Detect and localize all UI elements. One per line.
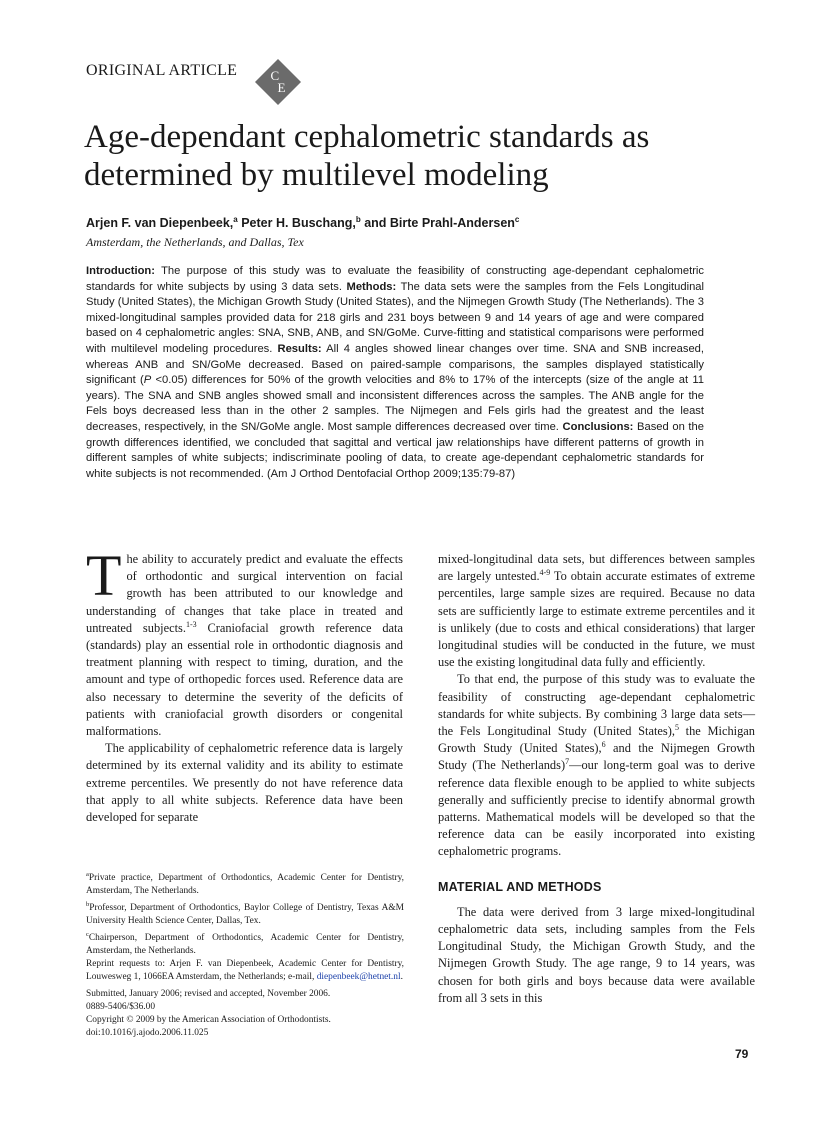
badge-letter-e: E xyxy=(277,80,286,95)
paragraph-text: To that end, the purpose of this study was to evaluate the feasibility of constructing age-dependant cephalometric standards for white subjects. By combining 3 large data sets—the Fels Longitudinal Study (United States), xyxy=(438,672,755,739)
p-value-symbol: P xyxy=(143,374,152,387)
footnote-text: Reprint requests to: Arjen F. van Diepenbeek, Academic Center for Dentistry, Louwesweg 1, 1066EA Amsterdam, the Netherlands; e-mail, xyxy=(86,959,404,983)
section-label: ORIGINAL ARTICLE xyxy=(86,62,238,79)
author-affiliation-marker: c xyxy=(514,215,520,224)
author-locations: Amsterdam, the Netherlands, and Dallas, Tex xyxy=(86,235,304,249)
abstract-methods-text: The data sets were the samples from the Fels Longitudinal Study (United States), the Michigan Growth Study (United States), and the Nijmegen Growth Study (The Netherlands). The 3 mixed-longitudinal samples provided data for 218 girls and 231 boys between 9 and 14 years of age and were compared based on 4 cephalometric angles: SNA, SNB, ANB, and SN/GoMe. Curve-fitting and statistical comparisons were performed with multilevel modeling procedures. xyxy=(86,280,704,355)
footnote-text: . xyxy=(400,972,403,983)
abstract-label-results: Results: xyxy=(277,342,322,355)
author-name: and Birte Prahl-Andersen xyxy=(360,216,515,231)
body-paragraph: The data were derived from 3 large mixed-longitudinal cephalometric data sets, including samples from the Fels Longitudinal Study, the Michigan Growth Study, and the Nijmegen Growth Study. The age range, 9 to 14 years, was chosen for both girls and boys because data were available from all 3 sets in this xyxy=(438,904,755,1005)
abstract-results-text: All 4 angles showed linear changes over time. SNA and SNB increased, whereas ANB and SN/GoMe decreased. Based on paired-sample comparisons, the samples displayed statistically significant ( xyxy=(86,342,705,387)
copyright: Copyright © 2009 by the American Association of Orthodontists. xyxy=(86,1015,331,1026)
paragraph-text: mixed-longitudinal data sets, but differences between samples are largely untested. xyxy=(438,552,755,584)
doi: doi:10.1016/j.ajodo.2006.11.025 xyxy=(86,1028,209,1039)
body-paragraph xyxy=(438,551,755,671)
citation-ref: 5 xyxy=(674,722,679,732)
badge-letter-c: C xyxy=(270,68,280,83)
body-paragraph xyxy=(438,671,755,860)
footnote-affiliation-b xyxy=(86,898,404,928)
paragraph-text: and the Nijmegen Growth Study (The Netherlands) xyxy=(438,741,755,773)
paragraph-text: To obtain accurate estimates of extreme percentiles, large sample sizes are required. Because no data sets are sufficiently large to estimate extreme percentiles and it is unlikely (due to costs and ethical considerations) that larger longitudinal studies will be conducted in the future, we must use the existing longitudinal data fully and efficiently. xyxy=(438,569,755,670)
abstract-label-conclusions: Conclusions: xyxy=(562,420,634,433)
citation-ref: 6 xyxy=(601,740,606,750)
citation-ref: 4-9 xyxy=(539,568,551,578)
footnotes xyxy=(86,868,404,1040)
abstract-conclusions-text: Based on the growth differences identified, we concluded that sagittal and vertical jaw relationships have different patterns of growth in different samples of white subjects; indiscriminate pooling of data, to create age-dependant cephalometric standards for white subjects is not recommended. (Am J Orthod Dentofacial Orthop 2009;135:79-87) xyxy=(86,420,704,480)
abstract-label-introduction: Introduction: xyxy=(86,265,155,277)
body-column-right xyxy=(438,551,755,1007)
footnote-marker: b xyxy=(86,901,90,909)
email-link[interactable]: diepenbeek@hetnet.nl xyxy=(316,972,401,983)
price-code: 0889-5406/$36.00 xyxy=(86,1002,156,1013)
footnote-text: Private practice, Department of Orthodontics, Academic Center for Dentistry, Amsterdam, The Netherlands. xyxy=(86,873,404,897)
abstract xyxy=(86,264,704,482)
footnote-affiliation-c xyxy=(86,928,404,958)
footnote-text: Chairperson, Department of Orthodontics, Academic Center for Dentistry, Amsterdam, the Netherlands. xyxy=(86,933,404,957)
paragraph-text: Craniofacial growth reference data (standards) play an essential role in orthodontic diagnosis and treatment planning with respect to timing, duration, and the amount and type of orthopedic forces used. Reference data are also necessary to determine the severity of the deficits of patients with craniofacial growth disorders or congenital malformations. xyxy=(86,620,403,739)
footnote-marker: c xyxy=(86,931,89,939)
body-paragraph: The applicability of cephalometric reference data is largely determined by its external validity and its ability to estimate extreme percentiles. We presently do not have reference data that apply to all white subjects. Reference data have been developed for separate xyxy=(86,741,403,825)
footnote-affiliation-a xyxy=(86,868,404,898)
paragraph-text: he ability to accurately predict and evaluate the effects of orthodontic and surgical intervention on facial growth has been attributed to our knowledge and understanding of changes that take place in treated and untreated subjects. xyxy=(86,552,403,635)
abstract-label-methods: Methods: xyxy=(346,280,397,293)
section-heading: MATERIAL AND METHODS xyxy=(438,879,602,894)
author-list xyxy=(86,215,519,230)
abstract-results-text-cont: <0.05) differences for 50% of the growth velocities and 8% to 17% of the intercepts (size of the angle at 11 years). The SNA and SNB angles showed small and inconsistent differences across the samples. The ANB angle for the Fels boys decreased less than in the other 2 samples. The Nijmegen and Fels girls had the greatest and the least decreases, respectively, in the SN/GoMe angle. Most sample differences decreased over time. xyxy=(86,374,704,433)
abstract-introduction-text: The purpose of this study was to evaluate the feasibility of constructing age-dependant cephalometric standards for white subjects by using 3 data sets. xyxy=(86,265,704,293)
body-column-left xyxy=(86,543,403,826)
body-paragraph xyxy=(86,543,403,740)
submission-dates: Submitted, January 2006; revised and accepted, November 2006. xyxy=(86,989,331,1000)
paragraph-text: the Michigan Growth Study (United States), xyxy=(438,724,755,756)
author-name: Peter H. Buschang, xyxy=(237,216,356,231)
page-number: 79 xyxy=(735,1047,749,1061)
drop-cap: T xyxy=(86,543,122,608)
author-affiliation-marker: b xyxy=(355,215,361,224)
footnote-marker: a xyxy=(86,871,89,878)
paragraph-text: —our long-term goal was to derive reference data flexible enough to be applied to white subjects generally and sufficiently precise to identify abnormal growth patterns. Mathematical models will be developed so that the reference data can be easily incorporated into existing cephalometric programs. xyxy=(438,758,755,859)
author-name: Arjen F. van Diepenbeek, xyxy=(86,216,234,231)
citation-ref: 1-3 xyxy=(185,619,197,629)
footnote-text: Professor, Department of Orthodontics, Baylor College of Dentistry, Texas A&M University Health Science Center, Dallas, Tex. xyxy=(86,903,404,927)
reprint-requests xyxy=(86,958,404,984)
article-title: Age-dependant cephalometric standards as determined by multilevel modeling xyxy=(84,119,650,193)
author-affiliation-marker: a xyxy=(233,215,238,224)
ce-credit-badge-icon xyxy=(254,58,302,106)
citation-ref: 7 xyxy=(565,757,570,767)
